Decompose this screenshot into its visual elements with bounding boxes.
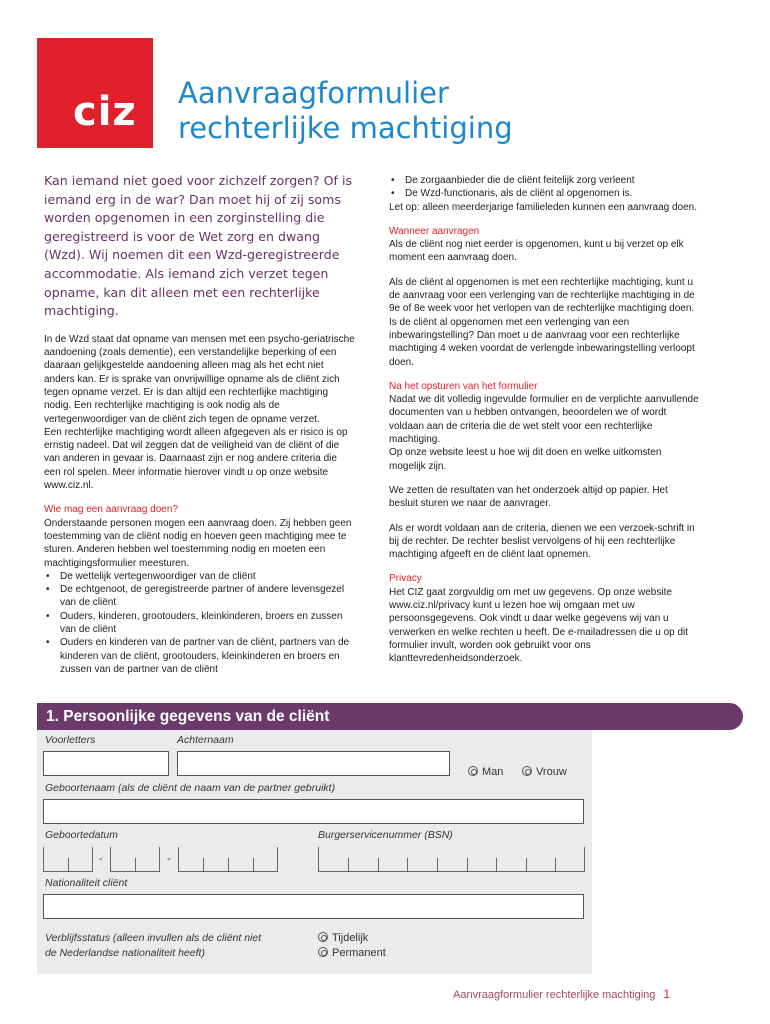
paragraph-when-1: Als de cliënt nog niet eerder is opgenomen, kunt u bij verzet op elk moment een aanvraag doen. xyxy=(389,239,684,264)
birthdate-month-field[interactable] xyxy=(110,847,160,872)
radio-icon xyxy=(468,766,478,776)
title-line-1: Aanvraagformulier xyxy=(178,76,449,110)
radio-icon xyxy=(318,932,328,942)
page-number: 1 xyxy=(663,987,671,1001)
page-footer xyxy=(453,987,670,1001)
initials-field[interactable] xyxy=(43,751,169,776)
page-title xyxy=(178,76,513,146)
gender-man-option[interactable] xyxy=(468,765,503,779)
birthdate-day-field[interactable] xyxy=(43,847,93,872)
date-separator: - xyxy=(99,853,103,865)
paragraph-send-1: Nadat we dit volledig ingevulde formulier en de verplichte aanvullende documenten van u hebben ontvangen, beoordelen we of wordt voldaan aan de criteria die de wet stelt voor een rechterlijke machtiging. xyxy=(389,394,699,446)
nationality-label: Nationaliteit cliënt xyxy=(45,877,128,889)
section-header xyxy=(37,703,743,730)
right-column xyxy=(389,174,699,666)
ciz-logo xyxy=(37,38,153,148)
left-column xyxy=(44,172,356,676)
residence-status-label: Verblijfsstatus (alleen invullen als de cliënt niet de Nederlandse nationaliteit heeft) xyxy=(45,932,262,959)
birthdate-label: Geboortedatum xyxy=(45,829,118,841)
paragraph-send-4: Als er wordt voldaan aan de criteria, dienen we een verzoek-schrift in bij de rechter. De rechter beslist vervolgens of hij een rechterlijke machtiging afgeeft en de cliënt laat opnemen. xyxy=(389,522,695,561)
gender-woman-option[interactable] xyxy=(522,765,567,779)
note-adult-family: Let op: alleen meerderjarige familieleden kunnen een aanvraag doen. xyxy=(389,201,697,213)
birthname-field[interactable] xyxy=(43,799,584,824)
gender-man-label: Man xyxy=(482,766,504,778)
date-separator: - xyxy=(167,853,171,865)
section-title: 1. Persoonlijke gegevens van de cliënt xyxy=(46,708,330,725)
heading-privacy: Privacy xyxy=(389,573,422,585)
paragraph-risk: Een rechterlijke machtiging wordt alleen afgegeven als er risico is op ernstig nadeel. Dat wil zeggen dat de veiligheid van de cliënt of die van anderen in gevaar is. Daarnaast zijn er nog andere criteria die een rol spelen. Meer informatie hierover vindt u op onze website www.ciz.nl. xyxy=(44,426,348,492)
lastname-field[interactable] xyxy=(177,751,450,776)
lastname-label: Achternaam xyxy=(177,734,234,746)
residence-temporary-label: Tijdelijk xyxy=(332,932,369,944)
paragraph-privacy: Het CIZ gaat zorgvuldig om met uw gegevens. Op onze website www.ciz.nl/privacy kunt u lezen hoe wij omgaan met uw persoonsgegevens. Ook vindt u daar welke gegevens wij van u verwerken en welke rechten u heeft. De e-mailadressen die u op dit formulier invult, worden ook gebruikt voor ons klanttevredenheidsonderzoek. xyxy=(389,586,689,665)
intro-text: Kan iemand niet goed voor zichzelf zorgen? Of is iemand erg in de war? Dan moet hij of zij soms worden opgenomen in een zorginstelling die geregistreerd is voor de Wet zorg en dwang (Wzd). Wij noemen dit een Wzd-geregistreerde accommodatie. Als iemand zich verzet tegen opname, kan dit alleen met een rechterlijke machtiging. xyxy=(44,173,353,319)
footer-title: Aanvraagformulier rechterlijke machtiging xyxy=(453,989,656,1001)
list-item: • Ouders, kinderen, grootouders, kleinkinderen, broers en zussen van de cliënt xyxy=(44,610,356,637)
logo-text: ciz xyxy=(73,89,137,135)
residence-permanent-option[interactable] xyxy=(318,946,386,960)
paragraph-wzd: In de Wzd staat dat opname van mensen met een psycho-geriatrische aandoening (zoals dementie), een verstandelijke beperking of een daaraan gelijkgestelde aandoening alleen mag als het echt niet anders kan. Er is sprake van onvrijwillige opname als de cliënt zich tegen opname verzet. Er is dan altijd een rechterlijke machtiging nodig. Een rechterlijke machtiging is ook nodig als de vertegenwoordiger van de cliënt zich tegen de opname verzet. xyxy=(44,333,355,425)
paragraph-when-3: Is de cliënt al opgenomen met een verlenging van een inbewaringstelling? Dan moet u de aanvraag voor een rechterlijke machtiging 4 weken voordat de verlengde inbewaringstelling verloopt doen. xyxy=(389,316,695,368)
title-line-2: rechterlijke machtiging xyxy=(178,111,513,145)
list-item: • De echtgenoot, de geregistreerde partner of andere levensgezel van de cliënt xyxy=(44,583,356,610)
gender-woman-label: Vrouw xyxy=(536,766,567,778)
residence-temporary-option[interactable] xyxy=(318,931,368,945)
initials-label: Voorletters xyxy=(45,734,96,746)
heading-after-sending: Na het opsturen van het formulier xyxy=(389,380,538,392)
list-item: • Ouders en kinderen van de partner van de cliënt, partners van de kinderen van de cliënt, grootouders, kleinkinderen en broers en zussen van de partner van de cliënt xyxy=(44,636,356,676)
paragraph-send-3: We zetten de resultaten van het onderzoek altijd op papier. Het besluit sturen we naar de aanvrager. xyxy=(389,484,668,510)
list-item: • De Wzd-functionaris, als de cliënt al opgenomen is. xyxy=(389,187,699,200)
bsn-field[interactable] xyxy=(318,847,585,872)
list-item: • De zorgaanbieder die de cliënt feitelijk zorg verleent xyxy=(389,174,699,187)
applicant-list-continued xyxy=(389,174,699,201)
birthdate-year-field[interactable] xyxy=(178,847,278,872)
residence-permanent-label: Permanent xyxy=(332,947,386,959)
paragraph-send-2: Op onze website leest u hoe wij dit doen en welke uitkomsten mogelijk zijn. xyxy=(389,447,662,472)
list-item: • De wettelijk vertegenwoordiger van de cliënt xyxy=(44,570,356,583)
birthname-label: Geboortenaam (als de cliënt de naam van de partner gebruikt) xyxy=(45,782,336,794)
nationality-field[interactable] xyxy=(43,894,584,919)
applicant-list xyxy=(44,570,356,676)
bsn-label: Burgerservicenummer (BSN) xyxy=(318,829,453,841)
radio-icon xyxy=(522,766,532,776)
radio-icon xyxy=(318,947,328,957)
paragraph-when-2: Als de cliënt al opgenomen is met een rechterlijke machtiging, kunt u de aanvraag voor een verlenging van de rechterlijke machtiging in de 9e of 8e week voor het verlopen van de rechterlijke machtiging doen. xyxy=(389,276,695,315)
heading-who-may-apply: Wie mag een aanvraag doen? xyxy=(44,504,178,516)
paragraph-applicants: Onderstaande personen mogen een aanvraag doen. Zij hebben geen toestemming van de cliënt nodig en hoeven geen machtiging mee te sturen. Anderen hebben wel toestemming nodig en moeten een machtigingsformulier meesturen. xyxy=(44,517,352,569)
heading-when-to-apply: Wanneer aanvragen xyxy=(389,225,480,237)
